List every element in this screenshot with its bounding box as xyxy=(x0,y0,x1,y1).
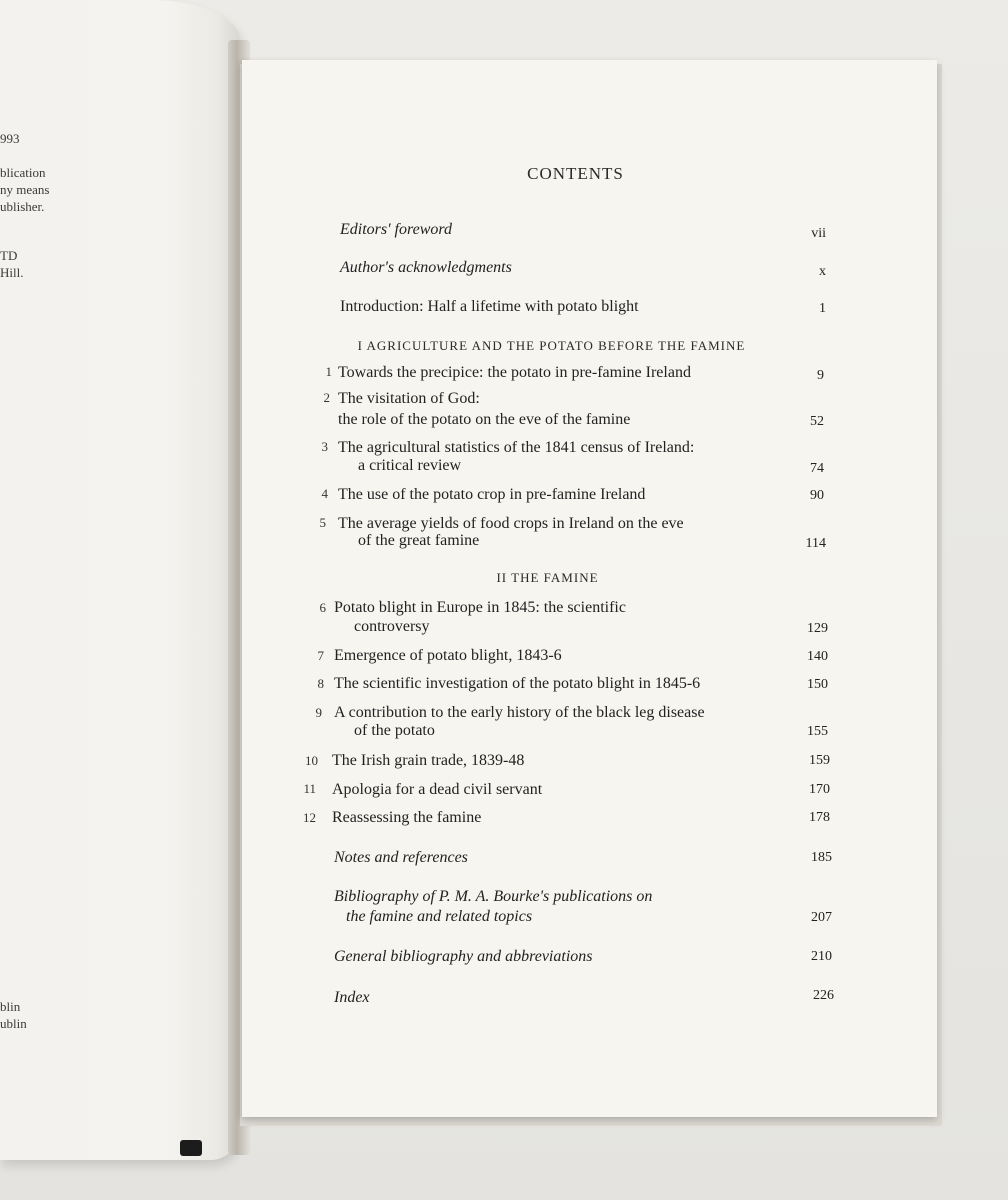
chapter-number: 10 xyxy=(305,753,318,768)
chapter-title: The visitation of God: xyxy=(338,390,480,407)
left-page-fragment: ublisher. xyxy=(0,199,45,214)
chapter-title: Potato blight in Europe in 1845: the scientific xyxy=(334,599,626,616)
toc-entry-index: Index xyxy=(334,989,370,1006)
left-page-fragment: blin xyxy=(0,999,21,1014)
toc-page-number: 114 xyxy=(805,536,826,551)
toc-page-number: 207 xyxy=(811,910,832,925)
left-page-fragment: ublin xyxy=(0,1016,27,1031)
chapter-title-continued: a critical review xyxy=(358,457,462,474)
toc-page-number: 159 xyxy=(809,753,830,768)
toc-entry-general-bibliography: General bibliography and abbreviations xyxy=(334,948,593,965)
toc-page-number: 9 xyxy=(817,368,824,383)
contents-page xyxy=(242,60,937,1117)
toc-page-number: 226 xyxy=(813,988,834,1003)
chapter-number: 1 xyxy=(325,364,332,379)
toc-entry-bibliography-bourke-continued: the famine and related topics xyxy=(346,908,533,925)
chapter-title: Towards the precipice: the potato in pre-famine Ireland xyxy=(338,364,691,381)
chapter-number: 7 xyxy=(317,648,324,663)
chapter-number: 4 xyxy=(321,486,328,501)
chapter-title-continued: controversy xyxy=(354,618,430,635)
toc-page-number: 74 xyxy=(810,461,824,476)
left-page-fragment: ny means xyxy=(0,182,50,197)
toc-page-number: 155 xyxy=(807,724,828,739)
bookmark-ribbon xyxy=(180,1140,202,1156)
contents-title: CONTENTS xyxy=(527,164,624,183)
toc-page-number: 140 xyxy=(807,649,828,664)
toc-page-number: 185 xyxy=(811,850,832,865)
chapter-number: 8 xyxy=(317,676,324,691)
left-page-fragment: TD xyxy=(0,248,18,263)
toc-page-number: 52 xyxy=(810,414,824,429)
toc-page-number: vii xyxy=(811,226,826,241)
chapter-title: The use of the potato crop in pre-famine Ireland xyxy=(338,486,646,503)
chapter-title-continued: of the great famine xyxy=(358,532,480,549)
chapter-title: The scientific investigation of the potato blight in 1845-6 xyxy=(334,675,701,692)
chapter-number: 5 xyxy=(319,515,326,530)
chapter-title: The average yields of food crops in Ireland on the eve xyxy=(338,515,684,532)
chapter-title-continued: of the potato xyxy=(354,722,435,739)
toc-page-number: x xyxy=(819,264,826,279)
toc-entry-acknowledgments: Author's acknowledgments xyxy=(340,259,512,276)
chapter-title: Apologia for a dead civil servant xyxy=(332,781,543,798)
toc-entry-editors-foreword: Editors' foreword xyxy=(340,221,453,238)
part-heading: II THE FAMINE xyxy=(496,570,599,585)
chapter-number: 9 xyxy=(315,705,322,720)
chapter-title: The Irish grain trade, 1839-48 xyxy=(332,752,525,769)
toc-page-number: 178 xyxy=(809,810,830,825)
left-page-fragment: blication xyxy=(0,165,46,180)
toc-page-number: 150 xyxy=(807,677,828,692)
toc-entry-introduction: Introduction: Half a lifetime with potato blight xyxy=(340,298,639,315)
chapter-number: 6 xyxy=(319,600,326,615)
chapter-title-continued: the role of the potato on the eve of the famine xyxy=(338,411,631,428)
chapter-number: 12 xyxy=(303,810,316,825)
toc-page-number: 129 xyxy=(807,621,828,636)
chapter-title: A contribution to the early history of the black leg disease xyxy=(334,704,705,721)
chapter-title: The agricultural statistics of the 1841 census of Ireland: xyxy=(338,439,695,456)
toc-page-number: 170 xyxy=(809,782,830,797)
chapter-number: 11 xyxy=(303,781,316,796)
chapter-title: Reassessing the famine xyxy=(332,809,482,826)
toc-page-number: 1 xyxy=(819,301,826,316)
chapter-number: 2 xyxy=(323,390,330,405)
left-page-fragment: 993 xyxy=(0,131,20,146)
toc-entry-bibliography-bourke: Bibliography of P. M. A. Bourke's publications on xyxy=(334,888,653,905)
toc-page-number: 210 xyxy=(811,949,832,964)
chapter-title: Emergence of potato blight, 1843-6 xyxy=(334,647,562,664)
chapter-number: 3 xyxy=(321,439,328,454)
toc-page-number: 90 xyxy=(810,488,824,503)
left-page-fragment: Hill. xyxy=(0,265,24,280)
toc-entry-notes: Notes and references xyxy=(334,849,468,866)
part-heading: I AGRICULTURE AND THE POTATO BEFORE THE FAMINE xyxy=(357,338,746,353)
